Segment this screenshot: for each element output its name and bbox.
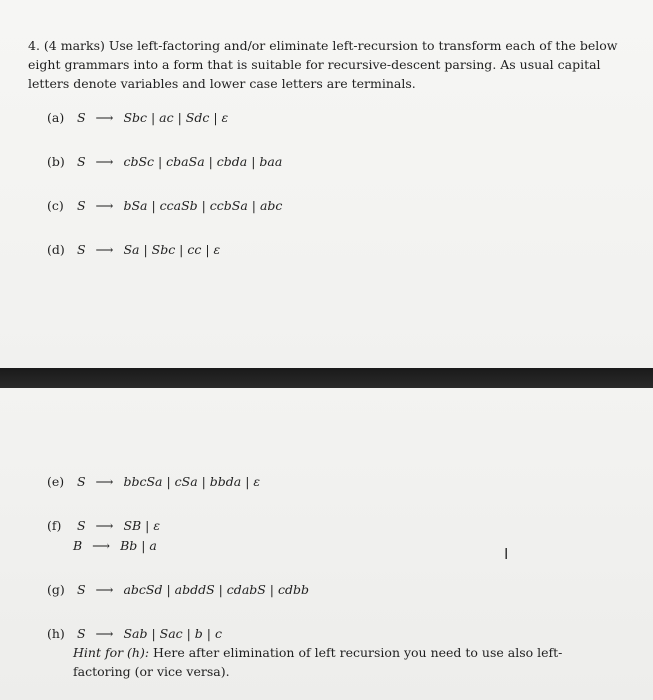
grammar-rhs: cbSc | cbaSa | cbda | baa <box>123 154 283 169</box>
grammar-label: (a) <box>47 110 65 125</box>
grammar-f <box>47 516 160 535</box>
produces-arrow: ⟶ <box>95 198 114 213</box>
grammar-f-second-rule <box>73 536 157 555</box>
produces-arrow: ⟶ <box>95 474 114 489</box>
grammar-lhs: S <box>76 198 86 213</box>
grammar-lhs: S <box>76 154 86 169</box>
grammar-lhs: S <box>76 626 86 641</box>
produces-arrow: ⟶ <box>95 242 114 257</box>
grammar-lhs: S <box>76 518 86 533</box>
hint-note <box>73 643 613 681</box>
grammar-a <box>47 108 228 127</box>
grammar-lhs: S <box>76 110 86 125</box>
hint-label: Hint for (h): <box>73 645 150 660</box>
grammar-d <box>47 240 220 259</box>
grammar-lhs: S <box>76 474 86 489</box>
grammar-rhs: abcSd | abddS | cdabS | cdbb <box>123 582 309 597</box>
produces-arrow: ⟶ <box>95 626 114 641</box>
grammar-label: (f) <box>47 518 62 533</box>
grammar-rhs: bSa | ccaSb | ccbSa | abc <box>123 198 283 213</box>
grammar-g <box>47 580 309 599</box>
grammar-label: (g) <box>47 582 65 597</box>
grammar-b <box>47 152 282 171</box>
grammar-lhs: B <box>73 538 83 553</box>
grammar-label: (h) <box>47 626 65 641</box>
grammar-label: (c) <box>47 198 64 213</box>
text-cursor-icon: I <box>504 545 509 563</box>
question-number: 4. <box>28 38 40 53</box>
produces-arrow: ⟶ <box>95 582 114 597</box>
produces-arrow: ⟶ <box>92 538 111 553</box>
produces-arrow: ⟶ <box>95 518 114 533</box>
grammar-e <box>47 472 260 491</box>
grammar-lhs: S <box>76 582 86 597</box>
dark-band <box>0 368 653 388</box>
produces-arrow: ⟶ <box>95 110 114 125</box>
grammar-rhs: Bb | a <box>120 538 157 553</box>
grammar-rhs: Sa | Sbc | cc | ε <box>123 242 221 257</box>
grammar-h <box>47 624 222 643</box>
grammar-label: (b) <box>47 154 65 169</box>
grammar-lhs: S <box>76 242 86 257</box>
grammar-label: (e) <box>47 474 65 489</box>
hint-text: Here after elimination of left recursion you need to use also left-factoring (or vice versa). <box>73 645 563 679</box>
grammar-label: (d) <box>47 242 65 257</box>
grammar-rhs: SB | ε <box>123 518 161 533</box>
grammar-rhs: Sbc | ac | Sdc | ε <box>123 110 229 125</box>
grammar-rhs: bbcSa | cSa | bbda | ε <box>123 474 261 489</box>
question-intro <box>28 36 628 93</box>
grammar-rhs: Sab | Sac | b | c <box>123 626 222 641</box>
produces-arrow: ⟶ <box>95 154 114 169</box>
question-text: (4 marks) Use left-factoring and/or eliminate left-recursion to transform each of the below eight grammars into a form that is suitable for recursive-descent parsing. As usual capital letters denote variables and lower case letters are terminals. <box>28 38 618 91</box>
grammar-c <box>47 196 282 215</box>
